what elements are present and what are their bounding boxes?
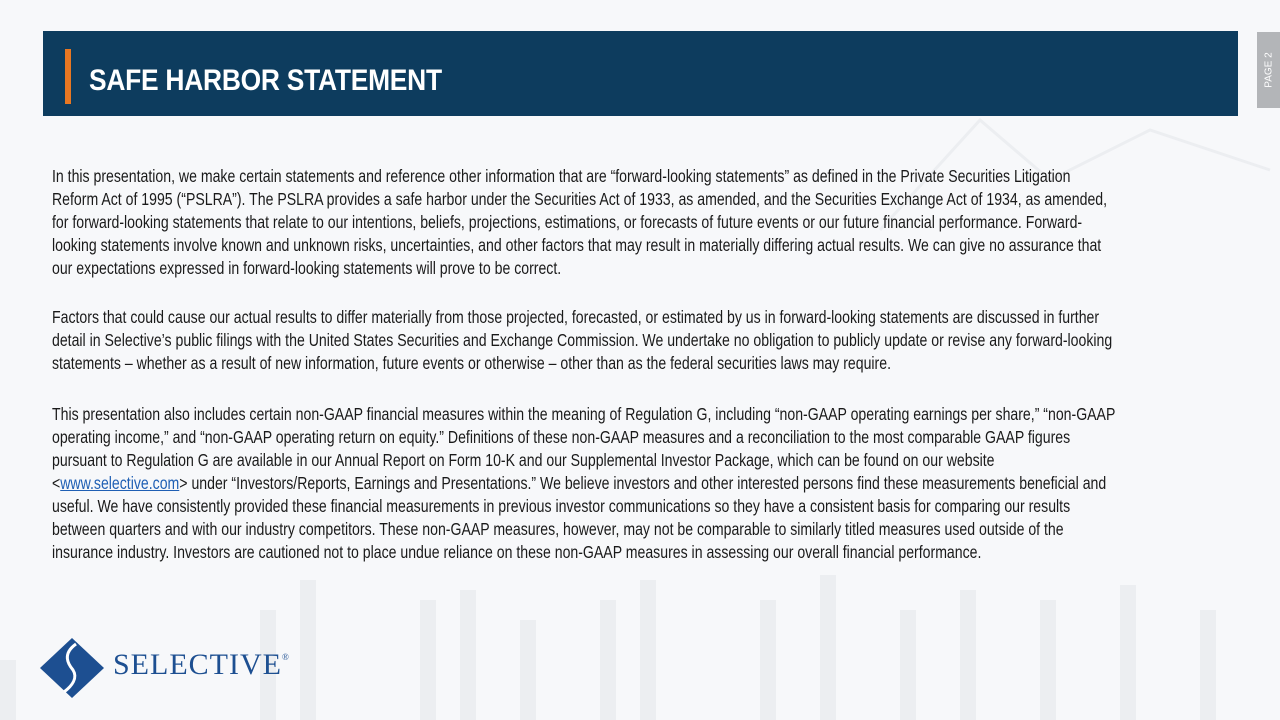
paragraph-forward-looking — [52, 165, 1212, 280]
accent-bar — [65, 49, 71, 104]
text-line: pursuant to Regulation G are available in our Annual Report on Form 10-K and our Supplemental Investor Package, which can be found on our website — [52, 450, 995, 470]
page-number: PAGE 2 — [1263, 52, 1274, 88]
text-line: between quarters and with our industry competitors. These non-GAAP measures, however, may not be comparable to similarly titled measures used outside of the — [52, 519, 1064, 539]
text-line — [52, 472, 1212, 495]
title-banner — [43, 31, 1238, 116]
page-number-tab — [1257, 32, 1280, 108]
text-line: insurance industry. Investors are cautioned not to place undue reliance on these non-GAAP measures in assessing our overall financial performance. — [52, 542, 982, 562]
text-line: useful. We have consistently provided these financial measurements in previous investor communications so they have a consistent basis for comparing our results — [52, 496, 1071, 516]
text-line: statements – whether as a result of new information, future events or otherwise – other than as the federal securities laws may require. — [52, 353, 892, 373]
text-fragment: < — [52, 473, 61, 493]
text-line: This presentation also includes certain non-GAAP financial measures within the meaning of Regulation G, including “non-GAAP operating earnings per share,” “non-GAAP — [52, 404, 1116, 424]
website-link[interactable]: www.selective.com — [60, 473, 180, 493]
page-title: SAFE HARBOR STATEMENT — [89, 64, 442, 97]
registered-mark: ® — [281, 652, 290, 662]
selective-logo-icon — [40, 638, 104, 698]
text-line: Reform Act of 1995 (“PSLRA”). The PSLRA provides a safe harbor under the Securities Act of 1933, as amended, and the Securities Exchange Act of 1934, as amended, — [52, 189, 1108, 209]
text-line: operating income,” and “non-GAAP operating return on equity.” Definitions of these non-GAAP measures and a reconciliation to the most comparable GAAP figures — [52, 427, 1071, 447]
text-line: In this presentation, we make certain statements and reference other information that are “forward-looking statements” as defined in the Private Securities Litigation — [52, 166, 1071, 186]
text-line: our expectations expressed in forward-looking statements will prove to be correct. — [52, 258, 562, 278]
text-fragment: > under “Investors/Reports, Earnings and Presentations.” We believe investors and other interested persons find these measurements beneficial and — [179, 473, 1107, 493]
paragraph-non-gaap — [52, 403, 1212, 564]
paragraph-factors — [52, 306, 1212, 375]
text-line: for forward-looking statements that relate to our intentions, beliefs, projections, estimations, or forecasts of future events or our future financial performance. Forward- — [52, 212, 1083, 232]
text-line: detail in Selective’s public filings with the United States Securities and Exchange Commission. We undertake no obligation to publicly update or revise any forward-looking — [52, 330, 1113, 350]
logo-wordmark: SELECTIVE — [113, 648, 282, 681]
company-logo — [113, 648, 290, 682]
text-line: looking statements involve known and unknown risks, uncertainties, and other factors that may result in materially differing actual results. We can give no assurance that — [52, 235, 1102, 255]
safe-harbor-text — [52, 165, 1212, 564]
text-line: Factors that could cause our actual results to differ materially from those projected, forecasted, or estimated by us in forward-looking statements are discussed in further — [52, 307, 1100, 327]
